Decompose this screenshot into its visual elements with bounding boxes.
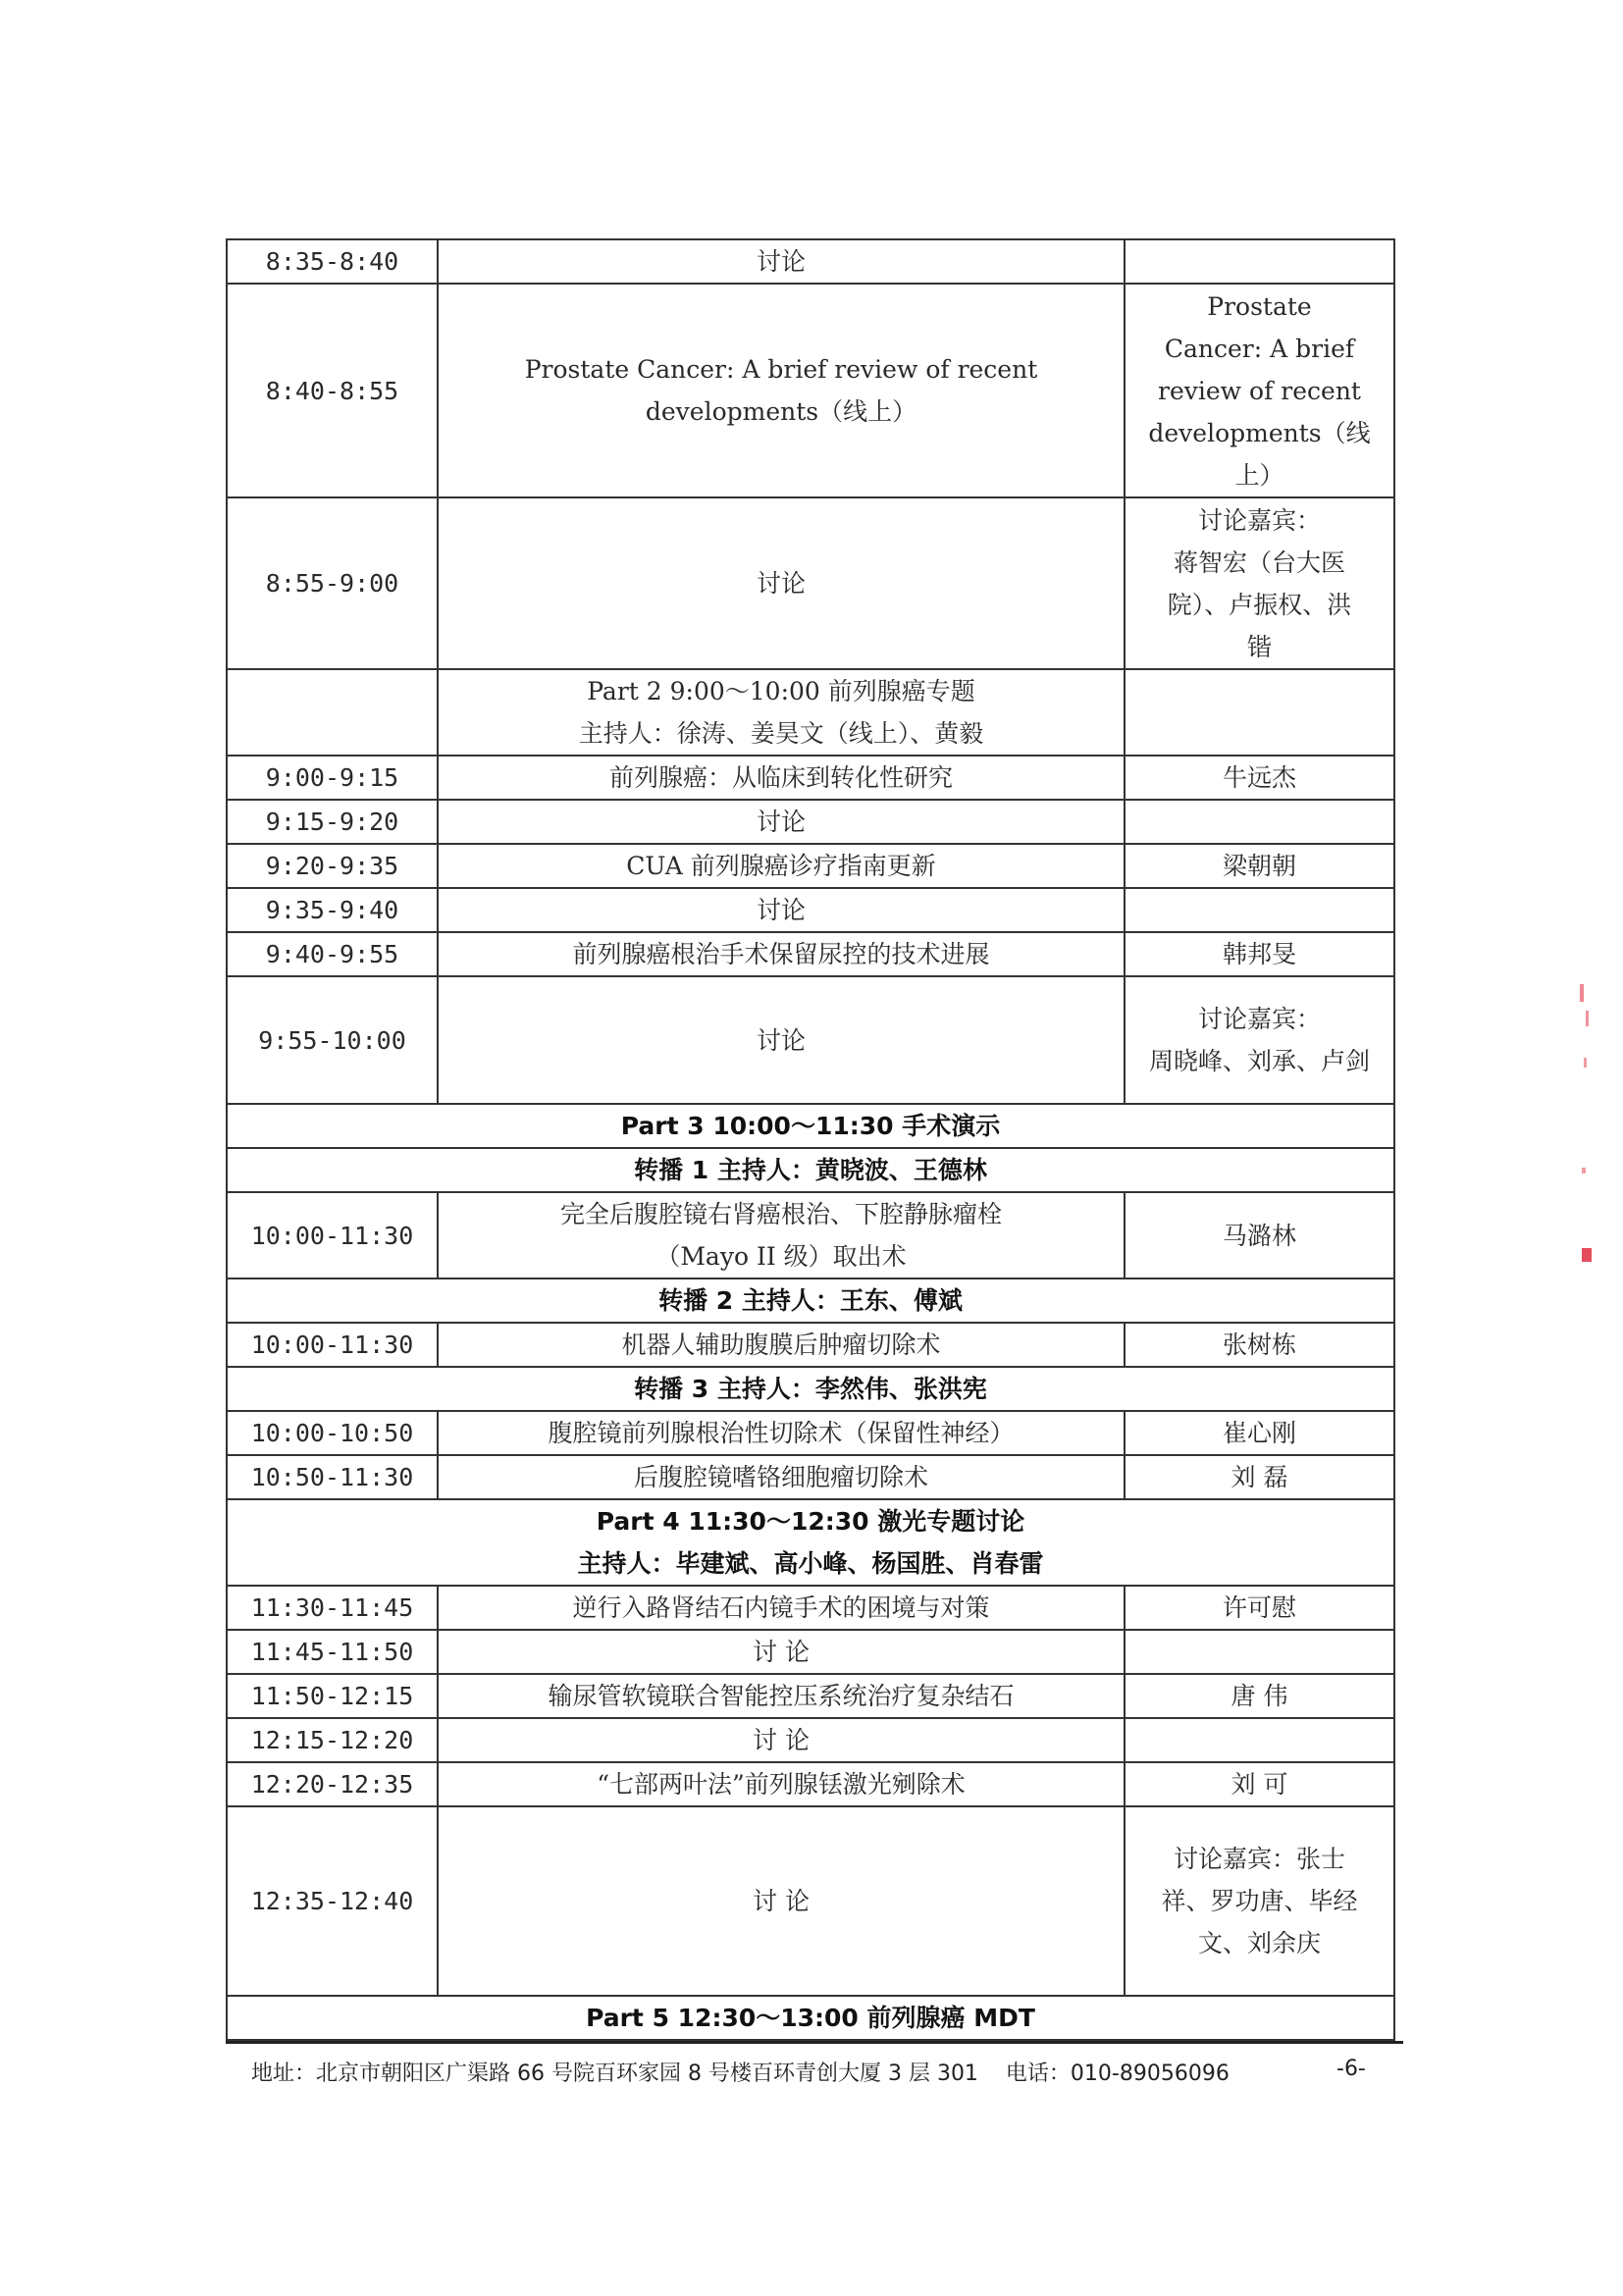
section-header: Part 3 10:00～11:30 手术演示 xyxy=(227,1104,1394,1148)
time-cell: 12:20-12:35 xyxy=(227,1762,438,1806)
speaker-cell xyxy=(1125,1718,1394,1762)
speaker-cell: 张树栋 xyxy=(1125,1323,1394,1367)
time-cell: 9:20-9:35 xyxy=(227,844,438,888)
topic-cell: CUA 前列腺癌诊疗指南更新 xyxy=(438,844,1125,888)
topic-cell: 机器人辅助腹膜后肿瘤切除术 xyxy=(438,1323,1125,1367)
table-row xyxy=(227,1192,1394,1278)
speaker-cell xyxy=(1125,800,1394,844)
topic-cell: 后腹腔镜嗜铬细胞瘤切除术 xyxy=(438,1455,1125,1499)
time-cell: 9:15-9:20 xyxy=(227,800,438,844)
table-row xyxy=(227,800,1394,844)
topic-cell: 讨 论 xyxy=(438,1630,1125,1674)
table-row xyxy=(227,1148,1394,1192)
cell-line: 完全后腹腔镜右肾癌根治、下腔静脉瘤栓 xyxy=(559,1200,1002,1228)
cell-line: （Mayo II 级）取出术 xyxy=(655,1242,907,1271)
schedule-table xyxy=(226,238,1395,2041)
topic-cell: 输尿管软镜联合智能控压系统治疗复杂结石 xyxy=(438,1674,1125,1718)
cell-line: Prostate xyxy=(1207,291,1312,321)
time-cell: 8:35-8:40 xyxy=(227,239,438,284)
cell-line: 主持人：徐涛、姜昊文（线上）、黄毅 xyxy=(578,719,984,748)
table-row xyxy=(227,1323,1394,1367)
table-row xyxy=(227,932,1394,976)
section-header: 转播 2 主持人：王东、傅斌 xyxy=(227,1278,1394,1323)
stamp-mark xyxy=(1584,1058,1587,1068)
table-row xyxy=(227,1411,1394,1455)
time-cell: 12:35-12:40 xyxy=(227,1806,438,1996)
time-cell: 10:00-11:30 xyxy=(227,1323,438,1367)
time-cell: 9:00-9:15 xyxy=(227,756,438,800)
stamp-mark xyxy=(1586,1011,1589,1026)
table-row xyxy=(227,756,1394,800)
topic-cell xyxy=(438,284,1125,497)
table-row xyxy=(227,976,1394,1104)
section-header: 转播 3 主持人：李然伟、张洪宪 xyxy=(227,1367,1394,1411)
topic-cell: 前列腺癌：从临床到转化性研究 xyxy=(438,756,1125,800)
cell-line: 讨论嘉宾： xyxy=(1197,505,1321,535)
cell-line: 主持人：毕建斌、高小峰、杨国胜、肖春雷 xyxy=(577,1549,1044,1578)
speaker-cell xyxy=(1125,284,1394,497)
speaker-cell: 崔心刚 xyxy=(1125,1411,1394,1455)
table-row xyxy=(227,1996,1394,2040)
footer xyxy=(251,2057,1230,2087)
table-row xyxy=(227,284,1394,497)
cell-line: 锴 xyxy=(1246,632,1272,661)
speaker-cell xyxy=(1125,976,1394,1104)
cell-line: developments（线 xyxy=(1148,418,1371,447)
cell-line: review of recent xyxy=(1158,376,1361,405)
topic-cell: 逆行入路肾结石内镜手术的困境与对策 xyxy=(438,1586,1125,1630)
cell-line: 文、刘余庆 xyxy=(1197,1929,1321,1957)
time-cell: 11:45-11:50 xyxy=(227,1630,438,1674)
speaker-cell: 唐 伟 xyxy=(1125,1674,1394,1718)
speaker-cell: 刘 磊 xyxy=(1125,1455,1394,1499)
topic-cell: 讨论 xyxy=(438,800,1125,844)
table-row xyxy=(227,1455,1394,1499)
section-header xyxy=(227,1499,1394,1586)
table-row xyxy=(227,1586,1394,1630)
time-cell: 10:50-11:30 xyxy=(227,1455,438,1499)
time-cell: 11:50-12:15 xyxy=(227,1674,438,1718)
time-cell: 9:40-9:55 xyxy=(227,932,438,976)
topic-cell: 前列腺癌根治手术保留尿控的技术进展 xyxy=(438,932,1125,976)
table-row xyxy=(227,497,1394,669)
topic-cell: 讨 论 xyxy=(438,1806,1125,1996)
cell-line: Part 2 9:00～10:00 前列腺癌专题 xyxy=(587,677,975,705)
cell-line: Cancer: A brief xyxy=(1164,334,1355,363)
cell-line: Prostate Cancer: A brief review of recent xyxy=(524,355,1038,384)
speaker-cell xyxy=(1125,239,1394,284)
page-number: -6- xyxy=(1336,2057,1366,2081)
cell-line: 祥、罗功唐、毕经 xyxy=(1161,1887,1358,1915)
cell-line: 上） xyxy=(1234,460,1284,490)
schedule-body xyxy=(227,239,1394,2040)
table-row xyxy=(227,239,1394,284)
time-cell: 9:55-10:00 xyxy=(227,976,438,1104)
table-row xyxy=(227,1104,1394,1148)
speaker-cell: 许可慰 xyxy=(1125,1586,1394,1630)
table-row xyxy=(227,1499,1394,1586)
table-row xyxy=(227,1278,1394,1323)
time-cell: 8:40-8:55 xyxy=(227,284,438,497)
table-row xyxy=(227,669,1394,756)
cell-line: 院）、卢振权、洪 xyxy=(1167,590,1352,619)
speaker-cell xyxy=(1125,669,1394,756)
table-row xyxy=(227,1630,1394,1674)
speaker-cell xyxy=(1125,1630,1394,1674)
table-row xyxy=(227,1718,1394,1762)
topic-cell xyxy=(438,1192,1125,1278)
speaker-cell xyxy=(1125,888,1394,932)
section-header: Part 5 12:30～13:00 前列腺癌 MDT xyxy=(227,1996,1394,2040)
table-row xyxy=(227,1762,1394,1806)
table-row xyxy=(227,1674,1394,1718)
cell-line: 讨论嘉宾： xyxy=(1197,1005,1321,1033)
speaker-cell: 马潞林 xyxy=(1125,1192,1394,1278)
cell-line: 蒋智宏（台大医 xyxy=(1173,548,1345,577)
footer-rule xyxy=(226,2041,1403,2044)
speaker-cell: 刘 可 xyxy=(1125,1762,1394,1806)
topic-cell: 讨论 xyxy=(438,239,1125,284)
section-header: 转播 1 主持人：黄晓波、王德林 xyxy=(227,1148,1394,1192)
time-cell: 10:00-10:50 xyxy=(227,1411,438,1455)
speaker-cell: 牛远杰 xyxy=(1125,756,1394,800)
footer-phone: 电话：010-89056096 xyxy=(1005,2061,1230,2086)
speaker-cell: 梁朝朝 xyxy=(1125,844,1394,888)
table-row xyxy=(227,1367,1394,1411)
speaker-cell: 韩邦旻 xyxy=(1125,932,1394,976)
topic-cell: 讨 论 xyxy=(438,1718,1125,1762)
part-header xyxy=(438,669,1125,756)
time-cell: 10:00-11:30 xyxy=(227,1192,438,1278)
time-cell xyxy=(227,669,438,756)
table-row xyxy=(227,888,1394,932)
topic-cell: 讨论 xyxy=(438,888,1125,932)
cell-line: developments（线上） xyxy=(645,397,917,426)
time-cell: 8:55-9:00 xyxy=(227,497,438,669)
speaker-cell xyxy=(1125,1806,1394,1996)
cell-line: 周晓峰、刘承、卢剑 xyxy=(1148,1047,1370,1075)
stamp-mark xyxy=(1582,1248,1592,1262)
cell-line: 讨论嘉宾：张士 xyxy=(1173,1845,1345,1873)
time-cell: 9:35-9:40 xyxy=(227,888,438,932)
table-row xyxy=(227,1806,1394,1996)
cell-line: Part 4 11:30～12:30 激光专题讨论 xyxy=(596,1507,1025,1536)
table-row xyxy=(227,844,1394,888)
stamp-mark xyxy=(1582,1168,1586,1174)
topic-cell: 讨论 xyxy=(438,497,1125,669)
topic-cell: “七部两叶法”前列腺铥激光剜除术 xyxy=(438,1762,1125,1806)
topic-cell: 腹腔镜前列腺根治性切除术（保留性神经） xyxy=(438,1411,1125,1455)
stamp-mark xyxy=(1580,984,1584,1002)
topic-cell: 讨论 xyxy=(438,976,1125,1104)
time-cell: 11:30-11:45 xyxy=(227,1586,438,1630)
footer-address: 地址：北京市朝阳区广渠路 66 号院百环家园 8 号楼百环青创大厦 3 层 301 xyxy=(251,2061,978,2086)
time-cell: 12:15-12:20 xyxy=(227,1718,438,1762)
speaker-cell xyxy=(1125,497,1394,669)
